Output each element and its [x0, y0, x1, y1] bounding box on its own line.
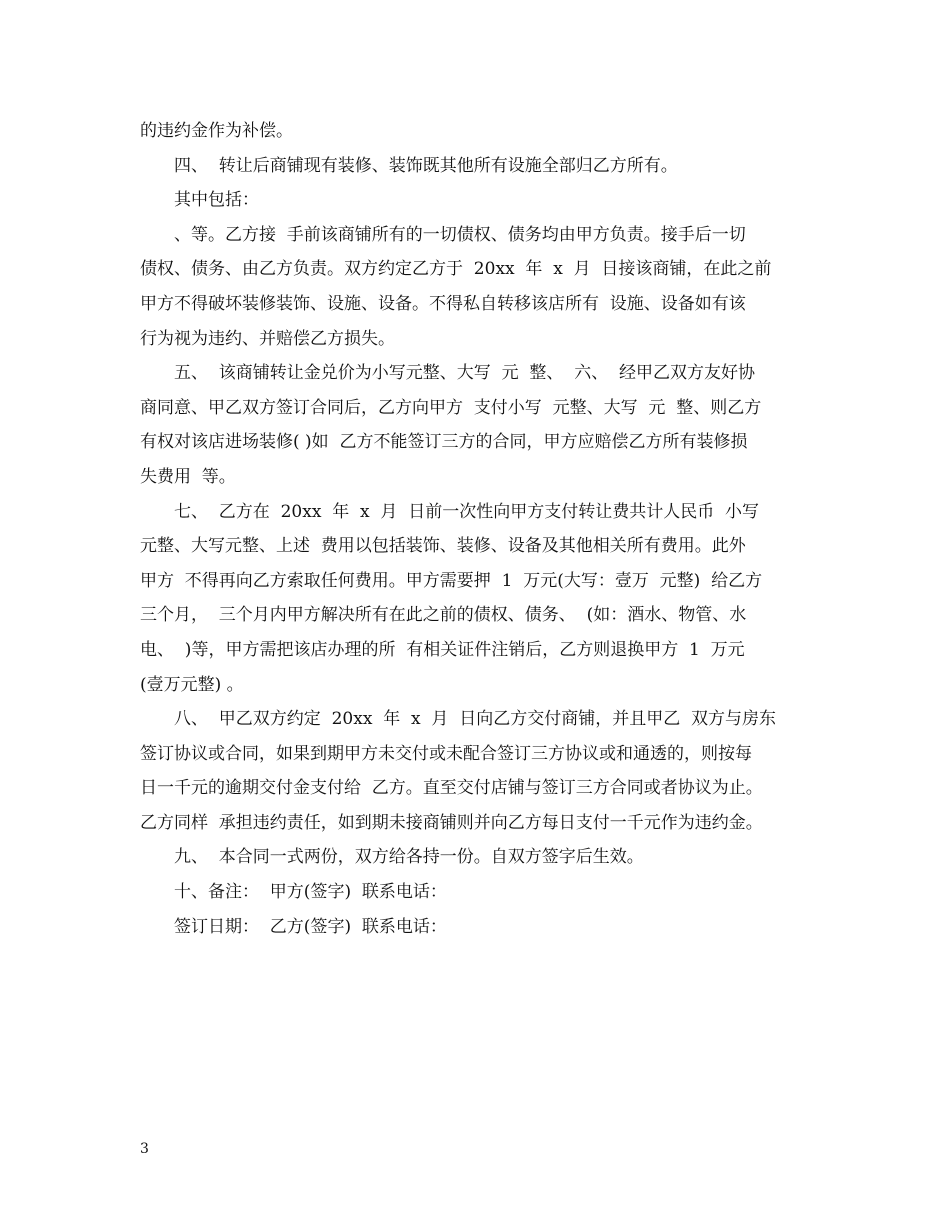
text-line: 元整、大写元整、上述 费用以包括装饰、装修、设备及其他相关所有费用。此外	[140, 536, 746, 557]
text-line: 其中包括：	[174, 190, 259, 211]
text-line: 商同意、甲乙双方签订合同后，乙方向甲方 支付小写 元整、大写 元 整、则乙方	[140, 397, 762, 418]
text-line: 八、 甲乙双方约定 20xx 年 x 月 日向乙方交付商铺，并且甲乙 双方与房东	[174, 709, 777, 730]
text-line: 电、 )等，甲方需把该店办理的所 有相关证件注销后，乙方则退换甲方 1 万元	[140, 639, 745, 660]
text-line: 甲方 不得再向乙方索取任何费用。甲方需要押 1 万元(大写：壹万 元整) 给乙方	[140, 570, 763, 591]
text-line: 有权对该店进场装修( )如 乙方不能签订三方的合同，甲方应赔偿乙方所有装修损	[140, 432, 748, 453]
text-line: 债权、债务、由乙方负责。双方约定乙方于 20xx 年 x 月 日接该商铺，在此之前	[140, 259, 772, 280]
text-line: 七、 乙方在 20xx 年 x 月 日前一次性向甲方支付转让费共计人民币 小写	[174, 501, 760, 522]
text-line: 乙方同样 承担违约责任，如到期未接商铺则并向乙方每日支付一千元作为违约金。	[140, 812, 763, 833]
document-body	[140, 114, 818, 944]
text-line: 行为视为违约、并赔偿乙方损失。	[140, 328, 395, 349]
text-line: 四、 转让后商铺现有装修、装饰既其他所有设施全部归乙方所有。	[174, 155, 678, 176]
text-line: 签订日期： 乙方(签字) 联系电话：	[174, 916, 447, 937]
text-line: 签订协议或合同，如果到期甲方未交付或未配合签订三方协议或和通透的，则按每	[140, 743, 752, 764]
text-line: 日一千元的逾期交付金支付给 乙方。直至交付店铺与签订三方合同或者协议为止。	[140, 778, 763, 799]
page-number: 3	[140, 1141, 149, 1157]
text-line: 九、 本合同一式两份，双方给各持一份。自双方签字后生效。	[174, 847, 644, 868]
text-line: 的违约金作为补偿。	[140, 121, 293, 141]
text-line: 、等。乙方接 手前该商铺所有的一切债权、债务均由甲方负责。接手后一切	[174, 224, 746, 245]
text-line: 甲方不得破坏装修装饰、设施、设备。不得私自转移该店所有 设施、设备如有该	[140, 293, 746, 314]
text-line: 五、 该商铺转让金兑价为小写元整、大写 元 整、 六、 经甲乙双方友好协	[174, 363, 756, 384]
text-line: (壹万元整) 。	[140, 674, 244, 695]
text-line: 失费用 等。	[140, 466, 236, 487]
text-line: 三个月， 三个月内甲方解决所有在此之前的债权、债务、 (如：酒水、物管、水	[140, 605, 747, 626]
text-line: 十、备注： 甲方(签字) 联系电话：	[174, 882, 447, 903]
